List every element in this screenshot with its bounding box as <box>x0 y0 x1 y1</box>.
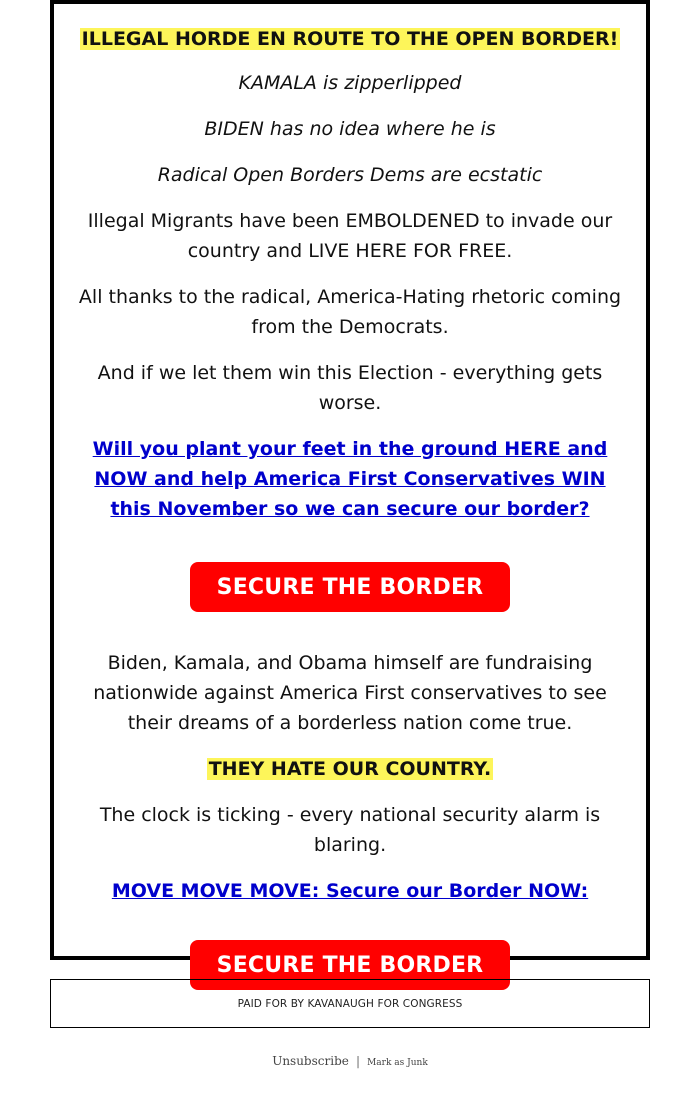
headline <box>76 26 624 52</box>
footer-separator: | <box>355 1054 360 1068</box>
paragraph-clock: The clock is ticking - every national security alarm is blaring. <box>99 804 601 856</box>
secure-border-button[interactable]: SECURE THE BORDER <box>190 562 510 612</box>
hate-line-text: THEY HATE OUR COUNTRY. <box>208 758 492 780</box>
paragraph-election: And if we let them win this Election - everything gets worse. <box>97 362 603 414</box>
headline-text: ILLEGAL HORDE EN ROUTE TO THE OPEN BORDER! <box>81 28 619 50</box>
plant-your-feet-link[interactable]: Will you plant your feet in the ground HERE and NOW and help America First Conservatives WIN this November so we can secure our border? <box>92 438 608 520</box>
paid-for-text: PAID FOR BY KAVANAUGH FOR CONGRESS <box>237 997 463 1010</box>
line-biden: BIDEN has no idea where he is <box>204 118 496 140</box>
email-card <box>50 0 650 978</box>
mark-as-junk-link[interactable]: Mark as Junk <box>367 1058 428 1068</box>
hate-line <box>76 754 624 784</box>
secondary-link-wrap <box>76 876 624 906</box>
footer-links <box>0 1050 700 1069</box>
secure-border-button-2[interactable]: SECURE THE BORDER <box>190 940 510 990</box>
line-dems: Radical Open Borders Dems are ecstatic <box>157 164 543 186</box>
line-kamala: KAMALA is zipperlipped <box>238 72 462 94</box>
move-move-move-link[interactable]: MOVE MOVE MOVE: Secure our Border NOW: <box>111 880 589 902</box>
paragraph-rhetoric: All thanks to the radical, America-Hating rhetoric coming from the Democrats. <box>78 286 622 338</box>
email-body <box>54 26 646 990</box>
paragraph-emboldened: Illegal Migrants have been EMBOLDENED to invade our country and LIVE HERE FOR FREE. <box>87 210 613 262</box>
primary-link-wrap <box>76 434 624 524</box>
cta-wrap-1 <box>76 562 624 612</box>
paid-for-disclaimer <box>50 979 650 1028</box>
unsubscribe-link[interactable]: Unsubscribe <box>272 1054 349 1068</box>
paragraph-fundraising: Biden, Kamala, and Obama himself are fundraising nationwide against America First conservatives to see their dreams of a borderless nation come true. <box>93 652 607 734</box>
